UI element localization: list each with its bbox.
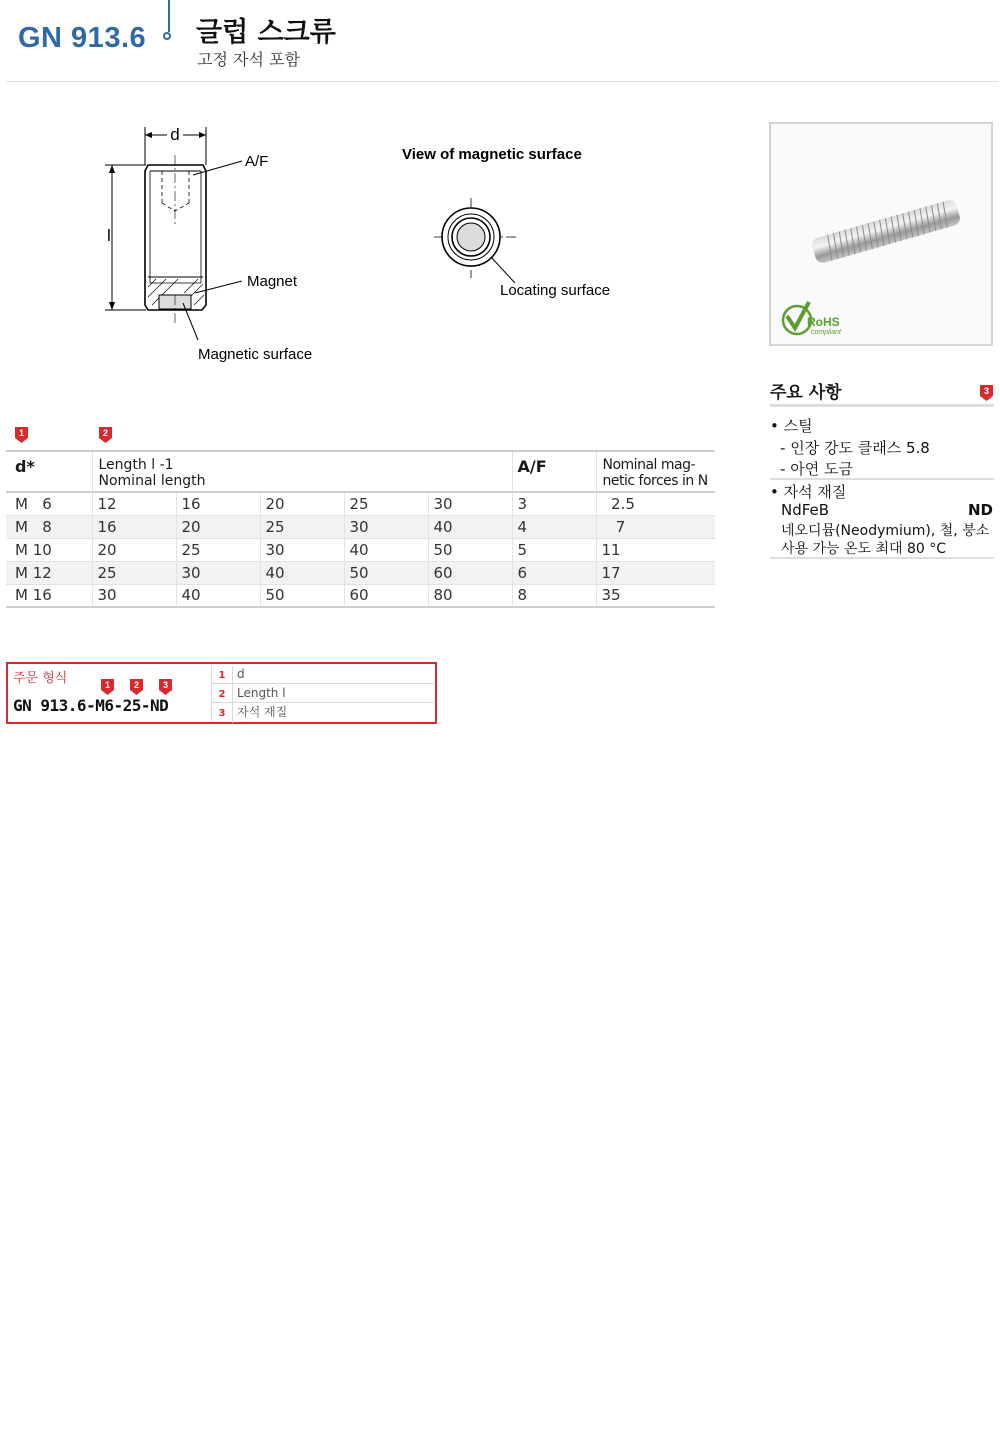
- table-row: M 8 16 20 25 30 40 4 7: [6, 515, 715, 538]
- side-view-drawing: [90, 115, 340, 375]
- dim-d-label: d: [170, 125, 180, 144]
- note-magnet-material: • 자석 재질: [770, 483, 847, 501]
- header-divider: [168, 0, 170, 32]
- order-label: 주문 형식: [13, 671, 68, 686]
- rohs-sub-label: compliant: [811, 329, 841, 336]
- note-steel: • 스틸: [770, 417, 813, 435]
- table-row: M 16 30 40 50 60 80 8 35: [6, 584, 715, 607]
- notes-badge: 3: [980, 385, 993, 401]
- notes-rule: [770, 404, 994, 407]
- header-divider-dot: [163, 32, 171, 40]
- notes-end-rule: [770, 557, 994, 559]
- order-field-length: 2 Length l: [211, 684, 434, 703]
- header-force: Nominal mag- netic forces in N: [596, 451, 715, 492]
- material-name: NdFeB: [781, 501, 830, 519]
- material-desc: 네오디뮴(Neodymium), 철, 붕소: [781, 523, 990, 539]
- note-zinc: - 아연 도금: [780, 460, 853, 478]
- product-photo: [769, 122, 993, 346]
- notes-title: 주요 사항: [770, 383, 842, 403]
- af-label: A/F: [245, 153, 269, 170]
- header-d: d*: [15, 457, 35, 476]
- header-length: Length l -1 Nominal length: [92, 451, 512, 492]
- dimension-table: [6, 450, 715, 608]
- order-badge-2: 2: [130, 679, 143, 695]
- header-af: A/F: [512, 451, 596, 492]
- table-row: M 12 25 30 40 50 60 6 17: [6, 561, 715, 584]
- table-row: M 10 20 25 30 40 50 5 11: [6, 538, 715, 561]
- dim-l-label: l: [107, 226, 111, 245]
- table-header-row: [6, 451, 715, 492]
- order-code: GN 913.6-M6-25-ND: [13, 696, 169, 715]
- order-badge-1: 1: [101, 679, 114, 695]
- page-title: 글럽 스크류: [196, 17, 336, 48]
- view-title: View of magnetic surface: [402, 146, 582, 163]
- product-code: GN 913.6: [18, 22, 147, 54]
- notes-divider: [770, 478, 994, 480]
- header-rule: [6, 81, 998, 82]
- page-subtitle: 고정 자석 포함: [197, 50, 300, 69]
- screw-image: [771, 124, 991, 344]
- column-badge-length: 2: [99, 427, 112, 443]
- table-row: M 6 12 16 20 25 30 3 2.5: [6, 492, 715, 515]
- column-badge-d: 1: [15, 427, 28, 443]
- locating-surface-label: Locating surface: [500, 282, 611, 299]
- magnet-label: Magnet: [247, 273, 298, 290]
- order-badge-3: 3: [159, 679, 172, 695]
- magnetic-surface-label: Magnetic surface: [198, 346, 313, 363]
- material-code: ND: [968, 501, 994, 519]
- order-field-material: 3 자석 재질: [211, 703, 434, 722]
- rohs-main-label: RoHS: [807, 315, 840, 329]
- temperature-note: 사용 가능 온도 최대 80 °C: [781, 541, 947, 557]
- note-tensile: - 인장 강도 클래스 5.8: [780, 439, 930, 457]
- order-field-d: 1 d: [211, 665, 434, 684]
- magnetic-surface-view: [398, 140, 628, 310]
